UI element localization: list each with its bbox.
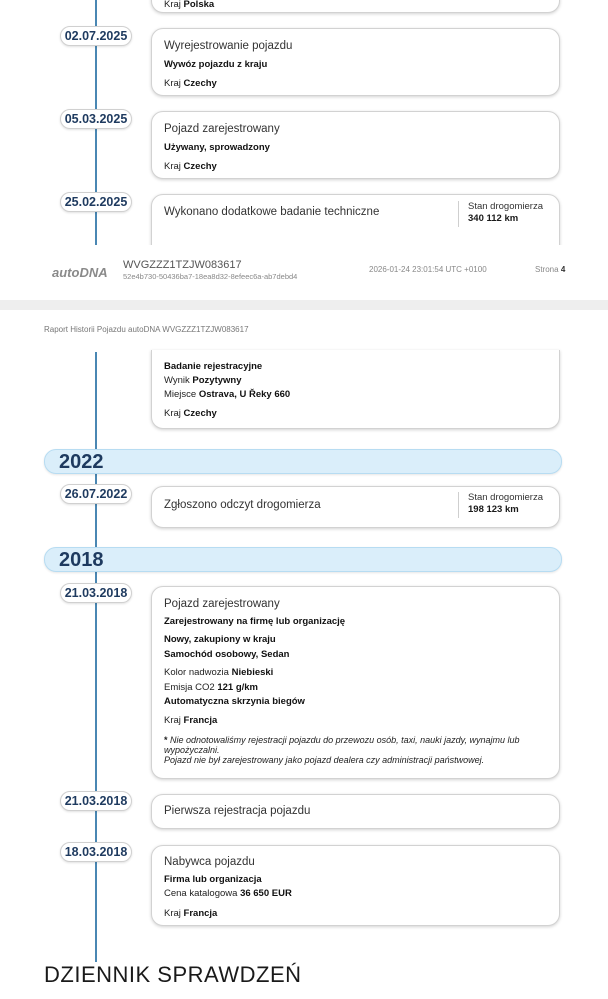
country-value: Czechy <box>183 161 217 172</box>
event-card-partial <box>151 0 560 13</box>
co2-value: 121 g/km <box>217 682 258 693</box>
country-value: Francja <box>183 715 218 726</box>
footer-page-number: Strona 4 <box>535 265 566 274</box>
event-date: 02.07.2025 <box>60 26 132 46</box>
odometer-block <box>458 201 543 227</box>
year-header-2022: 2022 <box>44 449 562 474</box>
section-title-check-log: DZIENNIK SPRAWDZEŃ <box>44 962 302 987</box>
country-value: Polska <box>183 0 215 10</box>
event-detail: Używany, sprowadzony <box>164 142 270 153</box>
event-date: 18.03.2018 <box>60 842 132 862</box>
country-label: Kraj <box>164 715 181 726</box>
year-header-2018: 2018 <box>44 547 562 572</box>
vehicle-body: Samochód osobowy, Sedan <box>164 649 290 660</box>
event-date: 05.03.2025 <box>60 109 132 129</box>
event-title: Badanie rejestracyjne <box>164 361 263 372</box>
co2-label: Emisja CO2 <box>164 682 215 693</box>
event-date: 21.03.2018 <box>60 791 132 811</box>
country-label: Kraj <box>164 78 181 89</box>
price-value: 36 650 EUR <box>240 888 292 899</box>
page-footer <box>0 255 608 285</box>
odometer-value: 198 123 km <box>468 504 519 515</box>
country-label: Kraj <box>164 0 181 10</box>
event-title: Zgłoszono odczyt drogomierza <box>164 499 321 511</box>
footer-vin: WVGZZZ1TZJW083617 <box>123 259 242 271</box>
event-card-registration-2018 <box>151 586 560 779</box>
event-date: 21.03.2018 <box>60 583 132 603</box>
country-value: Czechy <box>183 408 217 419</box>
odometer-label: Stan drogomierza <box>468 201 543 212</box>
page-header: Raport Historii Pojazdu autoDNA WVGZZZ1TZJW083617 <box>44 325 249 334</box>
country-label: Kraj <box>164 908 181 919</box>
place-value: Ostrava, U Řeky 660 <box>198 389 291 400</box>
country-value: Czechy <box>183 78 217 89</box>
odometer-label: Stan drogomierza <box>468 492 543 503</box>
vehicle-state: Nowy, zakupiony w kraju <box>164 634 276 645</box>
footer-report-id: 52e4b730-50436ba7-18ea8d32-8efeec6a-ab7debd4 <box>123 272 298 281</box>
event-card-first-registration <box>151 794 560 829</box>
event-card-deregistration <box>151 28 560 96</box>
result-value: Pozytywny <box>192 375 242 386</box>
owner-type: Zarejestrowany na firmę lub organizację <box>164 616 346 627</box>
event-title: Nabywca pojazdu <box>164 856 255 868</box>
odometer-block <box>458 492 543 518</box>
event-date: 25.02.2025 <box>60 192 132 212</box>
autodna-logo: autoDNA <box>52 265 108 280</box>
event-title: Wyrejestrowanie pojazdu <box>164 40 293 52</box>
event-title: Pojazd zarejestrowany <box>164 598 280 610</box>
result-label: Wynik <box>164 375 190 386</box>
event-date: 26.07.2022 <box>60 484 132 504</box>
page-separator <box>0 300 608 310</box>
event-detail: Wywóz pojazdu z kraju <box>164 59 268 70</box>
place-label: Miejsce <box>164 389 197 400</box>
country-value: Francja <box>183 908 218 919</box>
event-card-registration-inspection <box>151 350 560 429</box>
event-card-buyer <box>151 845 560 926</box>
country-label: Kraj <box>164 408 181 419</box>
timeline-line <box>95 352 97 962</box>
gearbox: Automatyczna skrzynia biegów <box>164 696 305 707</box>
color-value: Niebieski <box>231 667 274 678</box>
event-title: Wykonano dodatkowe badanie techniczne <box>164 206 380 218</box>
buyer-type: Firma lub organizacja <box>164 874 262 885</box>
registration-note: * Nie odnotowaliśmy rejestracji pojazdu do przewozu osób, taxi, nauki jazdy, wynajmu lub wypożyczalni. Pojazd nie był zarejestrowany jako pojazd dealera czy administracji państwowej. <box>164 735 520 765</box>
event-title: Pojazd zarejestrowany <box>164 123 280 135</box>
event-card-registered <box>151 111 560 179</box>
report-page-5 <box>0 310 608 999</box>
footer-timestamp: 2026-01-24 23:01:54 UTC +0100 <box>369 265 487 274</box>
color-label: Kolor nadwozia <box>164 667 229 678</box>
event-title: Pierwsza rejestracja pojazdu <box>164 805 311 817</box>
report-page-4 <box>0 0 608 300</box>
price-label: Cena katalogowa <box>164 888 238 899</box>
event-card-odometer <box>151 486 560 528</box>
odometer-value: 340 112 km <box>468 213 519 224</box>
country-label: Kraj <box>164 161 181 172</box>
